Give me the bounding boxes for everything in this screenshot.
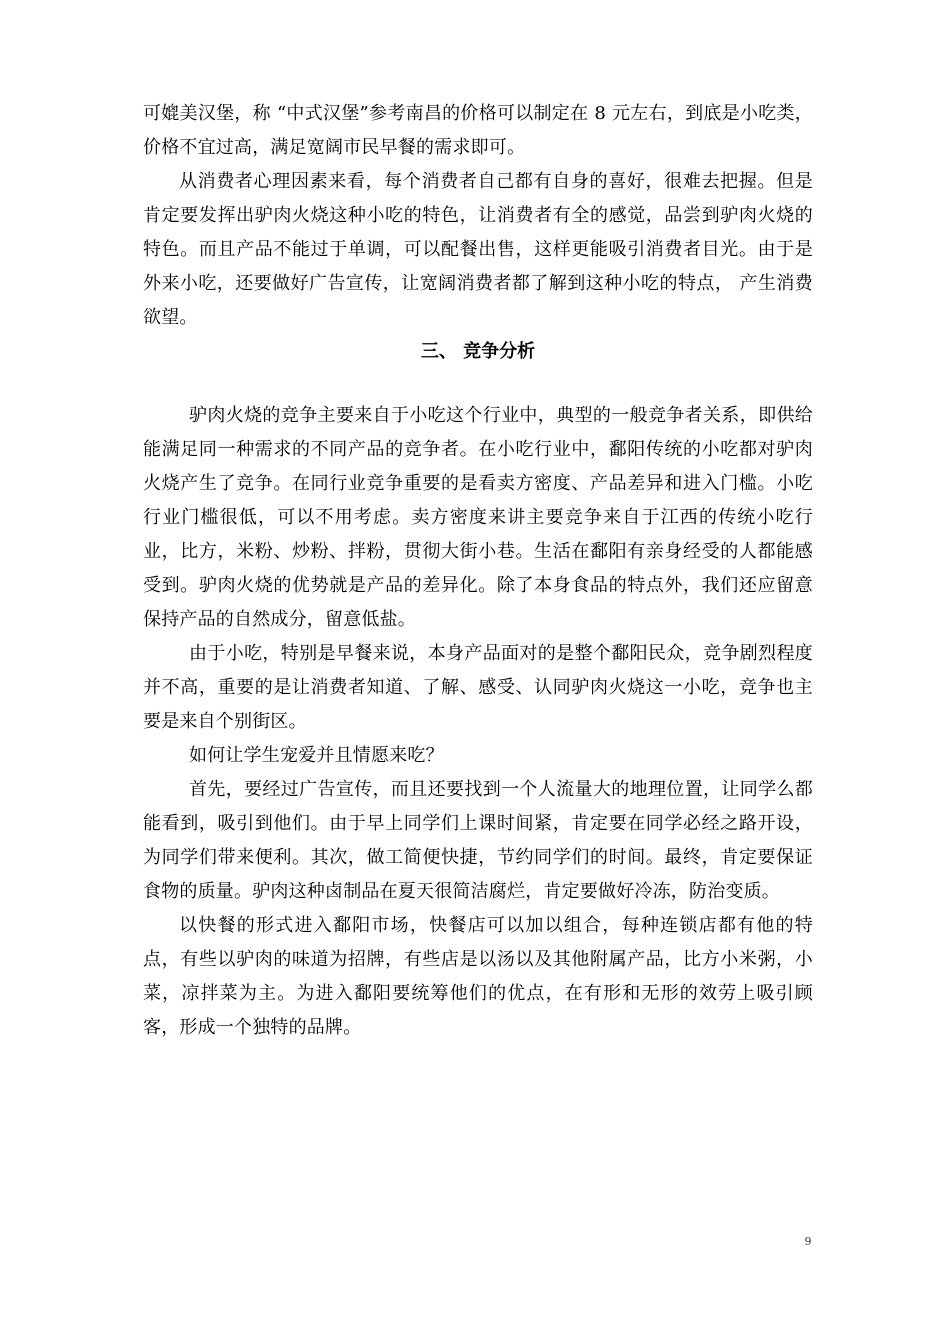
paragraph-student-strategy: 首先，要经过广告宣传，而且还要找到一个人流量大的地理位置，让同学么都能看到，吸引到他们。由于早上同学们上课时间紧，肯定要在同学必经之路开设，为同学们带来便利。其次，做工简便快捷，节约同学们的时间。最终，肯定要保证食物的质量。驴肉这种卤制品在夏天很简洁腐烂，肯定要做好冷冻，防治变质。 bbox=[143, 779, 813, 902]
paragraph-consumer-psychology: 从消费者心理因素来看，每个消费者自己都有自身的喜好，很难去把握。但是肯定要发挥出驴肉火烧这种小吃的特色，让消费者有全的感觉，品尝到驴肉火烧的特色。而且产品不能过于单调，可以配餐出售，这样更能吸引消费者目光。由于是外来小吃，还要做好广告宣传，让宽阔消费者都了解到这种小吃的特点， 产生消费欲望。 bbox=[143, 171, 813, 328]
page-number: 9 bbox=[804, 1235, 812, 1248]
paragraph-fast-food-entry: 以快餐的形式进入鄱阳市场，快餐店可以加以组合，每种连锁店都有他的特点，有些以驴肉的味道为招牌，有些店是以汤以及其他附属产品，比方小米粥，小菜，凉拌菜为主。为进入鄱阳要统筹他们的优点，在有形和无形的效劳上吸引顾客，形成一个独特的品牌。 bbox=[143, 915, 813, 1038]
paragraph-competition-source: 驴肉火烧的竞争主要来自于小吃这个行业中，典型的一般竞争者关系，即供给能满足同一种需求的不同产品的竞争者。在小吃行业中，鄱阳传统的小吃都对驴肉火烧产生了竞争。在同行业竞争重要的是看卖方密度、产品差异和进入门槛。小吃行业门槛很低，可以不用考虑。卖方密度来讲主要竞争来自于江西的传统小吃行业，比方，米粉、炒粉、拌粉，贯彻大街小巷。生活在鄱阳有亲身经受的人都能感受到。驴肉火烧的优势就是产品的差异化。除了本身食品的特点外，我们还应留意保持产品的自然成分，留意低盐。 bbox=[143, 405, 813, 630]
paragraph-pricing-continuation: 可媲美汉堡，称 “中式汉堡”参考南昌的价格可以制定在 8 元左右，到底是小吃类，价格不宜过高，满足宽阔市民早餐的需求即可。 bbox=[143, 103, 813, 158]
paragraph-student-question: 如何让学生宠爱并且情愿来吃？ bbox=[189, 745, 444, 766]
paragraph-competition-intensity: 由于小吃，特别是早餐来说，本身产品面对的是整个鄱阳民众，竞争剧烈程度并不高，重要的是让消费者知道、了解、感受、认同驴肉火烧这一小吃，竞争也主要是来自个别街区。 bbox=[143, 643, 813, 732]
section-heading-competition-analysis: 三、 竞争分析 bbox=[420, 341, 536, 362]
page-content bbox=[143, 97, 813, 1045]
